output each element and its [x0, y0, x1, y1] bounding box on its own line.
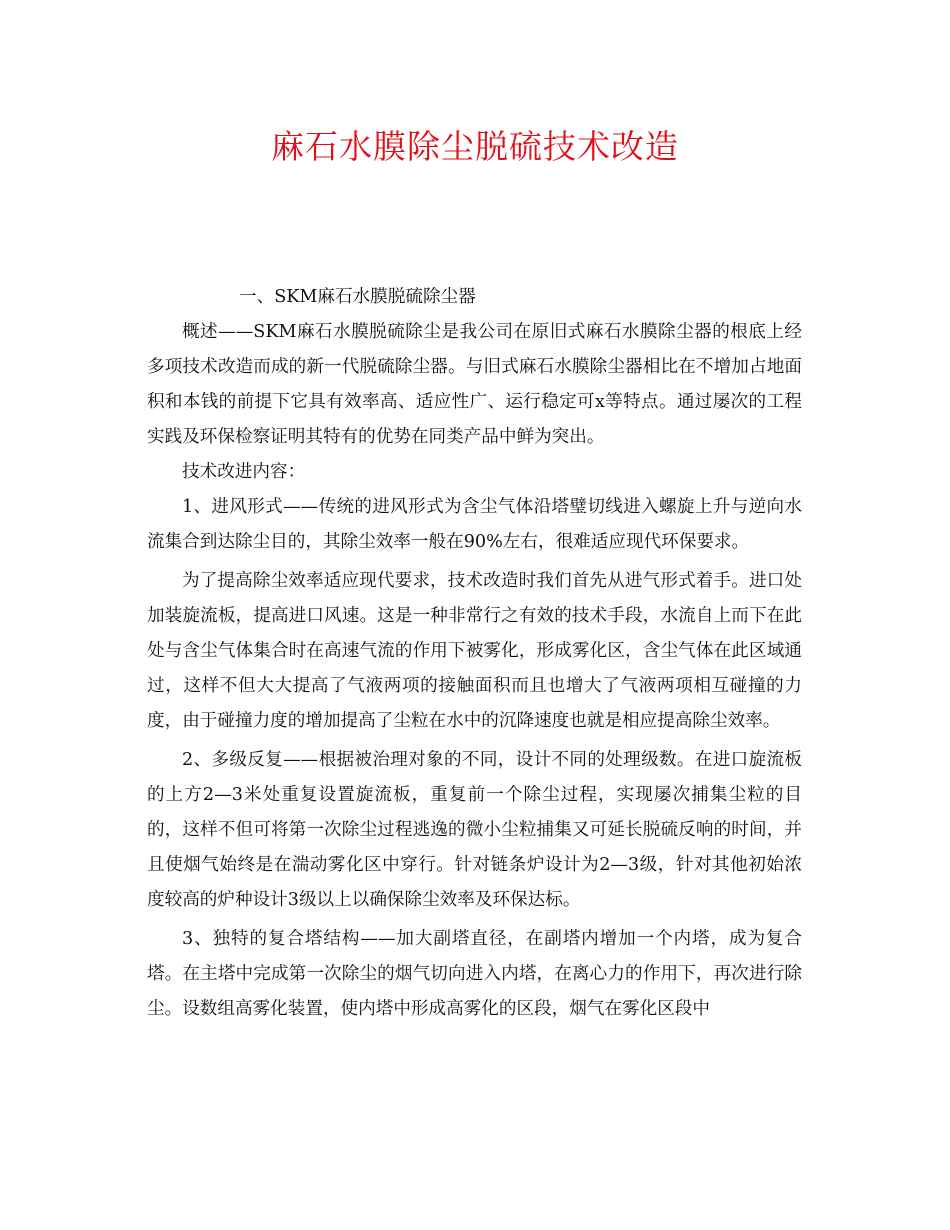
paragraph-efficiency: 为了提高除尘效率适应现代要求，技术改造时我们首先从进气形式着手。进口处加装旋流板，提高进口风速。这是一种非常行之有效的技术手段，水流自上而下在此处与含尘气体集合时在高速气流的作用下被雾化，形成雾化区，含尘气体在此区域通过，这样不但大大提高了气液两项的接触面积而且也增大了气液两项相互碰撞的力度，由于碰撞力度的增加提高了尘粒在水中的沉降速度也就是相应提高除尘效率。 [147, 571, 802, 731]
paragraph-multistage: 2、多级反复——根据被治理对象的不同，设计不同的处理级数。在进口旋流板的上方2—3米处重复设置旋流板，重复前一个除尘过程，实现屡次捕集尘粒的目的，这样不但可将第一次除尘过程逃逸的微小尘粒捕集又可延长脱硫反响的时间，并且使烟气始终是在湍动雾化区中穿行。针对链条炉设计为2—3级，针对其他初始浓度较高的炉种设计3级以上以确保除尘效率及环保达标。 [147, 750, 802, 910]
document-title: 麻石水膜除尘脱硫技术改造 [271, 127, 679, 166]
paragraph-intake-form: 1、进风形式——传统的进风形式为含尘气体沿塔璧切线进入螺旋上升与逆向水流集合到达除尘目的，其除尘效率一般在90%左右，很难适应现代环保要求。 [147, 497, 802, 552]
paragraph-overview: 概述——SKM麻石水膜脱硫除尘是我公司在原旧式麻石水膜除尘器的根底上经多项技术改造而成的新一代脱硫除尘器。与旧式麻石水膜除尘器相比在不增加占地面积和本钱的前提下它具有效率高、适应性广、运行稳定可x等特点。通过屡次的工程实践及环保检察证明其特有的优势在同类产品中鲜为突出。 [147, 322, 802, 447]
section-heading: 一、SKM麻石水膜脱硫除尘器 [239, 287, 476, 307]
paragraph-composite-tower: 3、独特的复合塔结构——加大副塔直径，在副塔内增加一个内塔，成为复合塔。在主塔中完成第一次除尘的烟气切向进入内塔，在离心力的作用下，再次进行除尘。设数组高雾化装置，使内塔中形成高雾化的区段，烟气在雾化区段中 [147, 929, 802, 1019]
paragraph-improvements-label: 技术改进内容： [182, 462, 306, 482]
document-body [147, 280, 802, 1027]
